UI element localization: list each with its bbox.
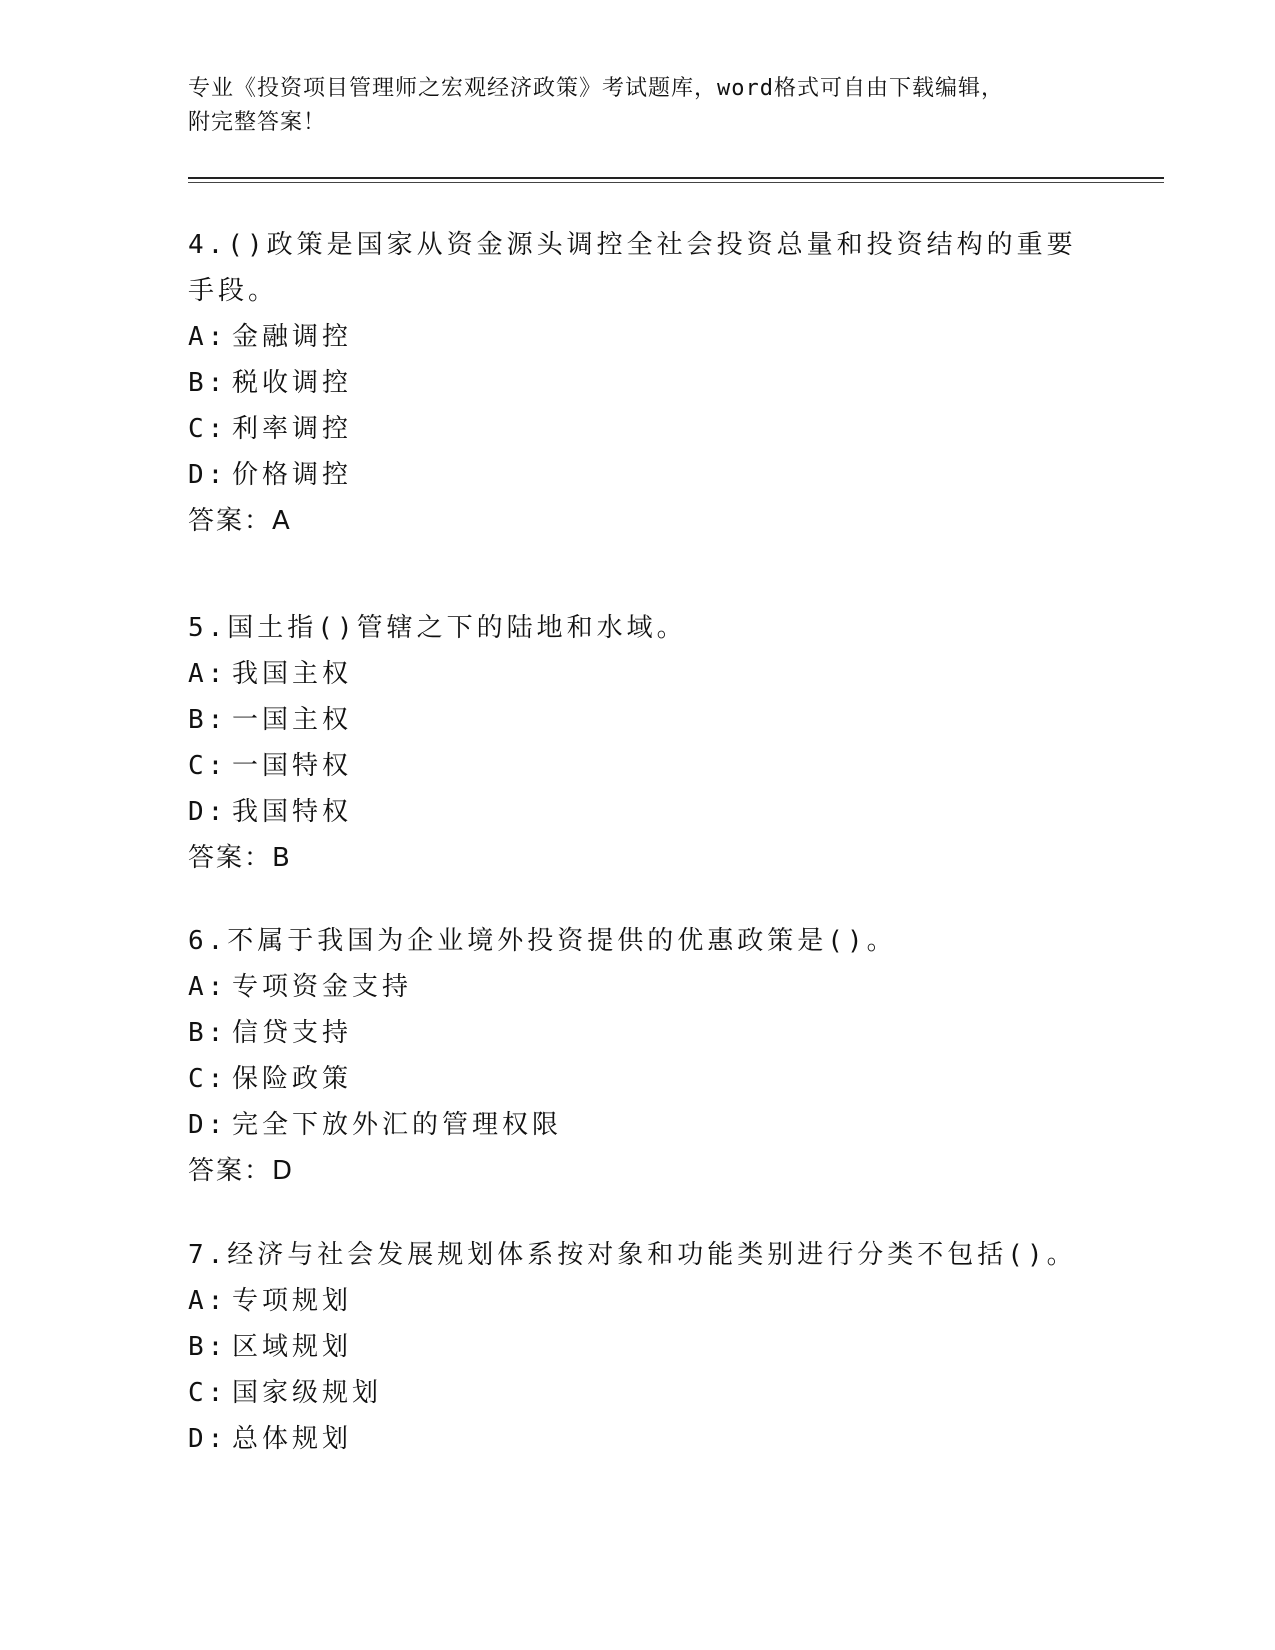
option-c: [188, 743, 1088, 789]
option-text: 保险政策: [232, 1064, 353, 1094]
option-letter: A:: [188, 972, 228, 1002]
answer-label: 答案：D: [188, 1156, 295, 1186]
question-5: [188, 605, 1088, 881]
option-d: [188, 1416, 1088, 1462]
option-b: [188, 1324, 1088, 1370]
option-text: 价格调控: [232, 460, 353, 490]
option-letter: B:: [188, 705, 228, 735]
option-letter: B:: [188, 368, 228, 398]
option-text: 利率调控: [232, 414, 353, 444]
option-a: [188, 651, 1088, 697]
option-letter: C:: [188, 751, 228, 781]
option-c: [188, 406, 1088, 452]
option-a: [188, 964, 1088, 1010]
option-a: [188, 314, 1088, 360]
option-text: 完全下放外汇的管理权限: [232, 1110, 563, 1140]
option-c: [188, 1370, 1088, 1416]
option-d: [188, 789, 1088, 835]
answer-label: 答案：B: [188, 843, 292, 873]
header-line-2: 附完整答案！: [188, 110, 327, 135]
option-letter: B:: [188, 1018, 228, 1048]
option-d: [188, 1102, 1088, 1148]
option-letter: D:: [188, 797, 228, 827]
question-stem: 5.国土指()管辖之下的陆地和水域。: [188, 613, 687, 643]
option-c: [188, 1056, 1088, 1102]
answer-label: 答案：A: [188, 506, 292, 536]
option-b: [188, 360, 1088, 406]
option-letter: A:: [188, 322, 228, 352]
option-letter: A:: [188, 659, 228, 689]
option-letter: A:: [188, 1286, 228, 1316]
option-letter: D:: [188, 1424, 228, 1454]
option-text: 国家级规划: [232, 1378, 383, 1408]
option-letter: C:: [188, 414, 228, 444]
option-letter: C:: [188, 1378, 228, 1408]
option-text: 专项规划: [232, 1286, 353, 1316]
header-divider-thin: [188, 182, 1164, 183]
document-header: [188, 72, 1088, 140]
option-text: 总体规划: [232, 1424, 353, 1454]
option-text: 信贷支持: [232, 1018, 353, 1048]
question-4: [188, 222, 1088, 544]
option-a: [188, 1278, 1088, 1324]
question-stem: 4.()政策是国家从资金源头调控全社会投资总量和投资结构的重要手段。: [188, 230, 1077, 306]
option-letter: D:: [188, 460, 228, 490]
question-6: [188, 918, 1088, 1194]
option-b: [188, 1010, 1088, 1056]
option-b: [188, 697, 1088, 743]
question-stem: 7.经济与社会发展规划体系按对象和功能类别进行分类不包括()。: [188, 1240, 1077, 1270]
option-d: [188, 452, 1088, 498]
option-text: 我国主权: [232, 659, 353, 689]
option-text: 一国主权: [232, 705, 353, 735]
option-text: 金融调控: [232, 322, 353, 352]
question-stem: 6.不属于我国为企业境外投资提供的优惠政策是()。: [188, 926, 897, 956]
option-text: 区域规划: [232, 1332, 353, 1362]
header-line-1: 专业《投资项目管理师之宏观经济政策》考试题库，word格式可自由下载编辑，: [188, 76, 1004, 101]
option-text: 专项资金支持: [232, 972, 413, 1002]
option-letter: C:: [188, 1064, 228, 1094]
header-divider-thick: [188, 177, 1164, 179]
question-7: [188, 1232, 1088, 1462]
option-letter: B:: [188, 1332, 228, 1362]
option-text: 我国特权: [232, 797, 353, 827]
option-text: 税收调控: [232, 368, 353, 398]
option-letter: D:: [188, 1110, 228, 1140]
option-text: 一国特权: [232, 751, 353, 781]
